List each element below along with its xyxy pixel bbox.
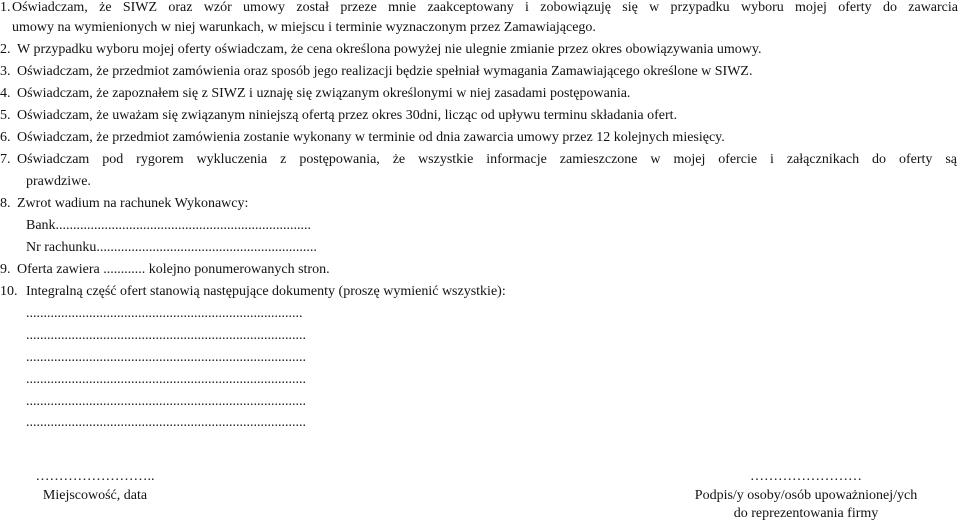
signature-dots: …………………… bbox=[750, 469, 862, 484]
item-7-number: 7. bbox=[0, 152, 11, 167]
signature-label-1: Podpis/y osoby/osób upoważnionej/ych bbox=[694, 488, 918, 503]
item-10-text: Integralną część ofert stanowią następujące dokumenty (proszę wymienić wszystkie): bbox=[26, 284, 506, 299]
item-3-text: Oświadczam, że przedmiot zamówienia oraz sposób jego realizacji będzie spełniał wymagania Zamawiającego określone w SIWZ. bbox=[17, 64, 753, 79]
item-6-number: 6. bbox=[0, 130, 11, 145]
item-10-number: 10. bbox=[0, 284, 18, 299]
item-1-number: 1. bbox=[0, 0, 11, 15]
item-9-text: Oferta zawiera ............ kolejno ponumerowanych stron. bbox=[17, 262, 330, 277]
item-5-text: Oświadczam, że uważam się związanym niniejszą ofertą przez okres 30dni, licząc od upływu terminu składania ofert. bbox=[17, 108, 678, 123]
item-7-text-1: Oświadczam pod rygorem wykluczenia z postępowania, że wszystkie informacje zamieszczone w mojej ofercie i załącznikach do oferty są bbox=[17, 152, 957, 167]
item-4-text: Oświadczam, że zapoznałem się z SIWZ i uznaję się związanym określonymi w niej zasadami postępowania. bbox=[17, 86, 631, 101]
item-8-text: Zwrot wadium na rachunek Wykonawcy: bbox=[17, 196, 249, 211]
place-date-dots: …………………….. bbox=[35, 469, 155, 484]
item-2-text: W przypadku wyboru mojej oferty oświadczam, że cena określona powyżej nie ulegnie zmianie przez okres obowiązywania umowy. bbox=[17, 42, 762, 57]
item-9-number: 9. bbox=[0, 262, 11, 277]
signature-label-2: do reprezentowania firmy bbox=[733, 506, 879, 521]
declaration-document: 1. Oświadczam, że SIWZ oraz wzór umowy został przeze mnie zaakceptowany i zobowiązuję się w przypadku wyboru mojej oferty do zawarcia umowy na wymienionych w niej warunkach, w miejscu i terminie wyznaczonym przez Zamawiającego. 2. W przypadku wyboru mojej oferty oświadczam, że cena określona powyżej nie ulegnie zmianie przez okres obowiązywania umowy. 3. Oświadczam, że przedmiot zamówienia oraz sposób jego realizacji będzie spełniał wymagania Zamawiającego określone w SIWZ. 4. Oświadczam, że zapoznałem się z SIWZ i uznaję się związanym określonymi w niej zasadami postępowania. 5. Oświadczam, że uważam się związanym niniejszą ofertą przez okres 30dni, licząc od upływu terminu składania ofert. 6. Oświadczam, że przedmiot zamówienia zostanie wykonany w terminie od dnia zawarcia umowy przez 12 kolejnych miesięcy. 7. Oświadczam pod rygorem wykluczenia z postępowania, że wszystkie informacje zamieszczone w mojej ofercie i załącznikach do oferty są prawdziwe. 8. Zwrot wadium na rachunek Wykonawcy: Bank......................................................................... Nr rachunku............................................................... 9. Oferta zawiera ............ kolejno ponumerowanych stron. 10. Integralną część ofert stanowią następujące dokumenty (proszę wymienić wszystkie): ............................................................................... ................................................................................ ................................................................................ ................................................................................ ................................................................................ ................................................................................ …………………….. Miejscowość, data …………………… Podpis/y osoby/osób upoważnionej/ych do reprezentowania firmy bbox=[0, 0, 958, 521]
item-1-text-2: umowy na wymienionych w niej warunkach, w miejscu i terminie wyznaczonym przez Zamawiającego. bbox=[12, 20, 596, 35]
item-4-number: 4. bbox=[0, 86, 11, 101]
item-7-text-2: prawdziwe. bbox=[26, 174, 91, 189]
item-3-number: 3. bbox=[0, 64, 11, 79]
account-number-field: Nr rachunku............................................................... bbox=[26, 240, 317, 255]
item-2-number: 2. bbox=[0, 42, 11, 57]
item-8-number: 8. bbox=[0, 196, 11, 211]
item-6-text: Oświadczam, że przedmiot zamówienia zostanie wykonany w terminie od dnia zawarcia umowy przez 12 kolejnych miesięcy. bbox=[17, 130, 725, 145]
bank-field: Bank......................................................................... bbox=[26, 218, 312, 233]
item-5-number: 5. bbox=[0, 108, 11, 123]
signature-block bbox=[670, 468, 942, 523]
place-date-block bbox=[20, 468, 170, 505]
place-date-label: Miejscowość, data bbox=[42, 488, 148, 503]
